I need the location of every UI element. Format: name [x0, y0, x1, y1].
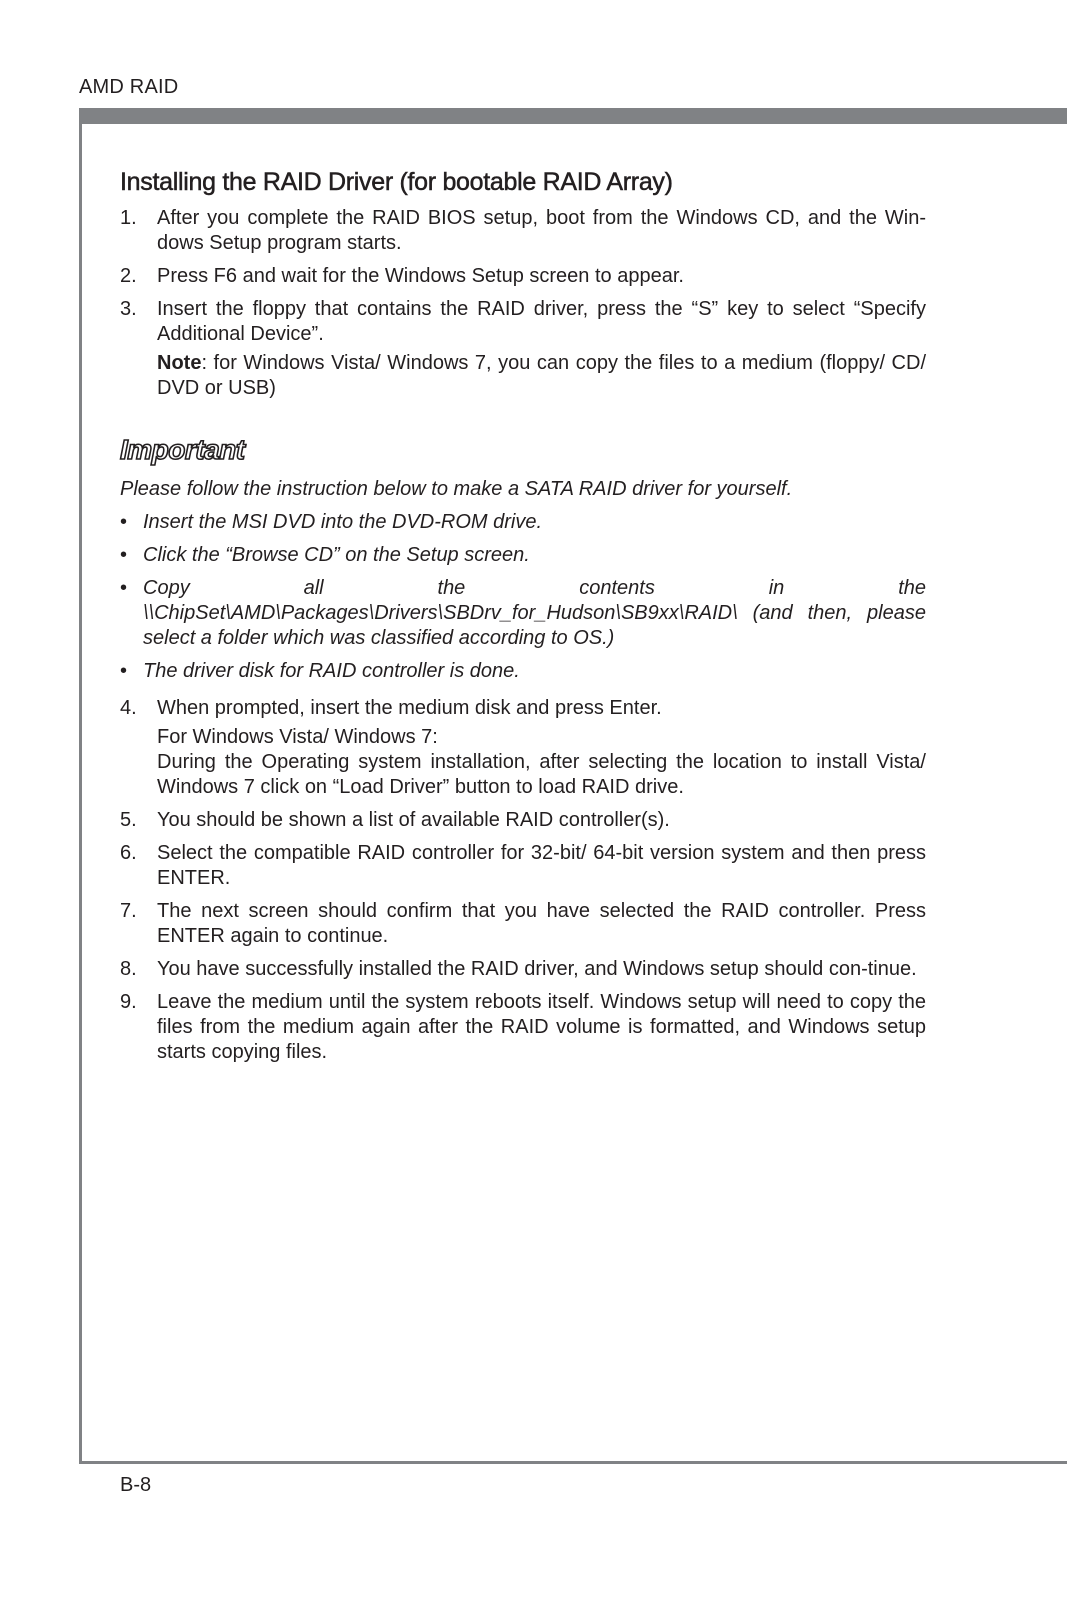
list-item: [120, 543, 926, 568]
bullet-icon: •: [120, 660, 128, 682]
bullet-icon: •: [120, 511, 128, 533]
steps-first-list: [120, 206, 926, 401]
list-item: [120, 957, 926, 982]
page-number: B-8: [120, 1474, 152, 1496]
step-number: 4.: [120, 697, 137, 719]
section-title: Installing the RAID Driver (for bootable RAID Array): [120, 168, 673, 196]
step-text: Leave the medium until the system reboots itself. Windows setup will need to copy the files from the medium again after the RAID volume is formatted, and Windows setup starts copying files.: [157, 991, 926, 1063]
bullet-text: Insert the MSI DVD into the DVD-ROM drive.: [143, 511, 543, 533]
step-text: You should be shown a list of available RAID controller(s).: [157, 809, 670, 831]
important-heading: Important: [120, 434, 245, 465]
list-item: [120, 206, 926, 256]
left-border: [79, 108, 82, 1464]
step-number: 7.: [120, 900, 137, 922]
step-number: 8.: [120, 958, 137, 980]
step-number: 3.: [120, 298, 137, 320]
list-item: [120, 576, 926, 651]
step-text: Select the compatible RAID controller for 32-bit/ 64-bit version system and then press ENTER.: [157, 842, 926, 889]
step-line: During the Operating system installation, after selecting the location to install Vista/ Windows 7 click on “Load Driver” button to load RAID drive.: [157, 751, 926, 798]
step-line: When prompted, insert the medium disk and press Enter.: [157, 697, 662, 719]
list-item: [120, 510, 926, 535]
list-item: [120, 659, 926, 684]
page-content: [120, 166, 926, 1073]
header-bar: [79, 108, 1067, 124]
step-text: Insert the floppy that contains the RAID driver, press the “S” key to select “Specify Additional Device”.: [157, 298, 926, 345]
step-text: The next screen should confirm that you have selected the RAID controller. Press ENTER again to continue.: [157, 900, 926, 947]
list-item: [120, 264, 926, 289]
section-label: AMD RAID: [79, 76, 179, 98]
step-number: 6.: [120, 842, 137, 864]
list-item: [120, 841, 926, 891]
footer-rule: [79, 1461, 1067, 1464]
bullet-icon: •: [120, 544, 128, 566]
step-number: 2.: [120, 265, 137, 287]
step-number: 1.: [120, 207, 137, 229]
bullet-icon: •: [120, 577, 128, 599]
step-number: 9.: [120, 991, 137, 1013]
note-text: : for Windows Vista/ Windows 7, you can copy the files to a medium (floppy/ CD/ DVD or USB): [157, 352, 926, 399]
list-item: [120, 297, 926, 347]
steps-second-list: [120, 696, 926, 1065]
important-bullet-list: [120, 510, 926, 684]
step-line: For Windows Vista/ Windows 7:: [157, 726, 438, 748]
step-text: Press F6 and wait for the Windows Setup screen to appear.: [157, 265, 684, 287]
step-text: You have successfully installed the RAID driver, and Windows setup should con-tinue.: [157, 958, 917, 980]
list-item: [120, 990, 926, 1065]
bullet-text: Copy all the contents in the \\ChipSet\AMD\Packages\Drivers\SBDrv_for_Hudson\SB9xx\RAID\ (and then, please select a folder which was classified according to OS.): [143, 577, 926, 649]
list-item: [120, 899, 926, 949]
note: [157, 351, 926, 401]
step-number: 5.: [120, 809, 137, 831]
step-text: [157, 696, 926, 800]
bullet-text: Click the “Browse CD” on the Setup screen.: [143, 544, 530, 566]
important-intro: Please follow the instruction below to make a SATA RAID driver for yourself.: [120, 478, 793, 500]
list-item: [120, 808, 926, 833]
list-item: [120, 696, 926, 800]
bullet-text: The driver disk for RAID controller is done.: [143, 660, 520, 682]
note-label: Note: [157, 352, 202, 374]
step-text: After you complete the RAID BIOS setup, boot from the Windows CD, and the Win-dows Setup program starts.: [157, 207, 926, 254]
